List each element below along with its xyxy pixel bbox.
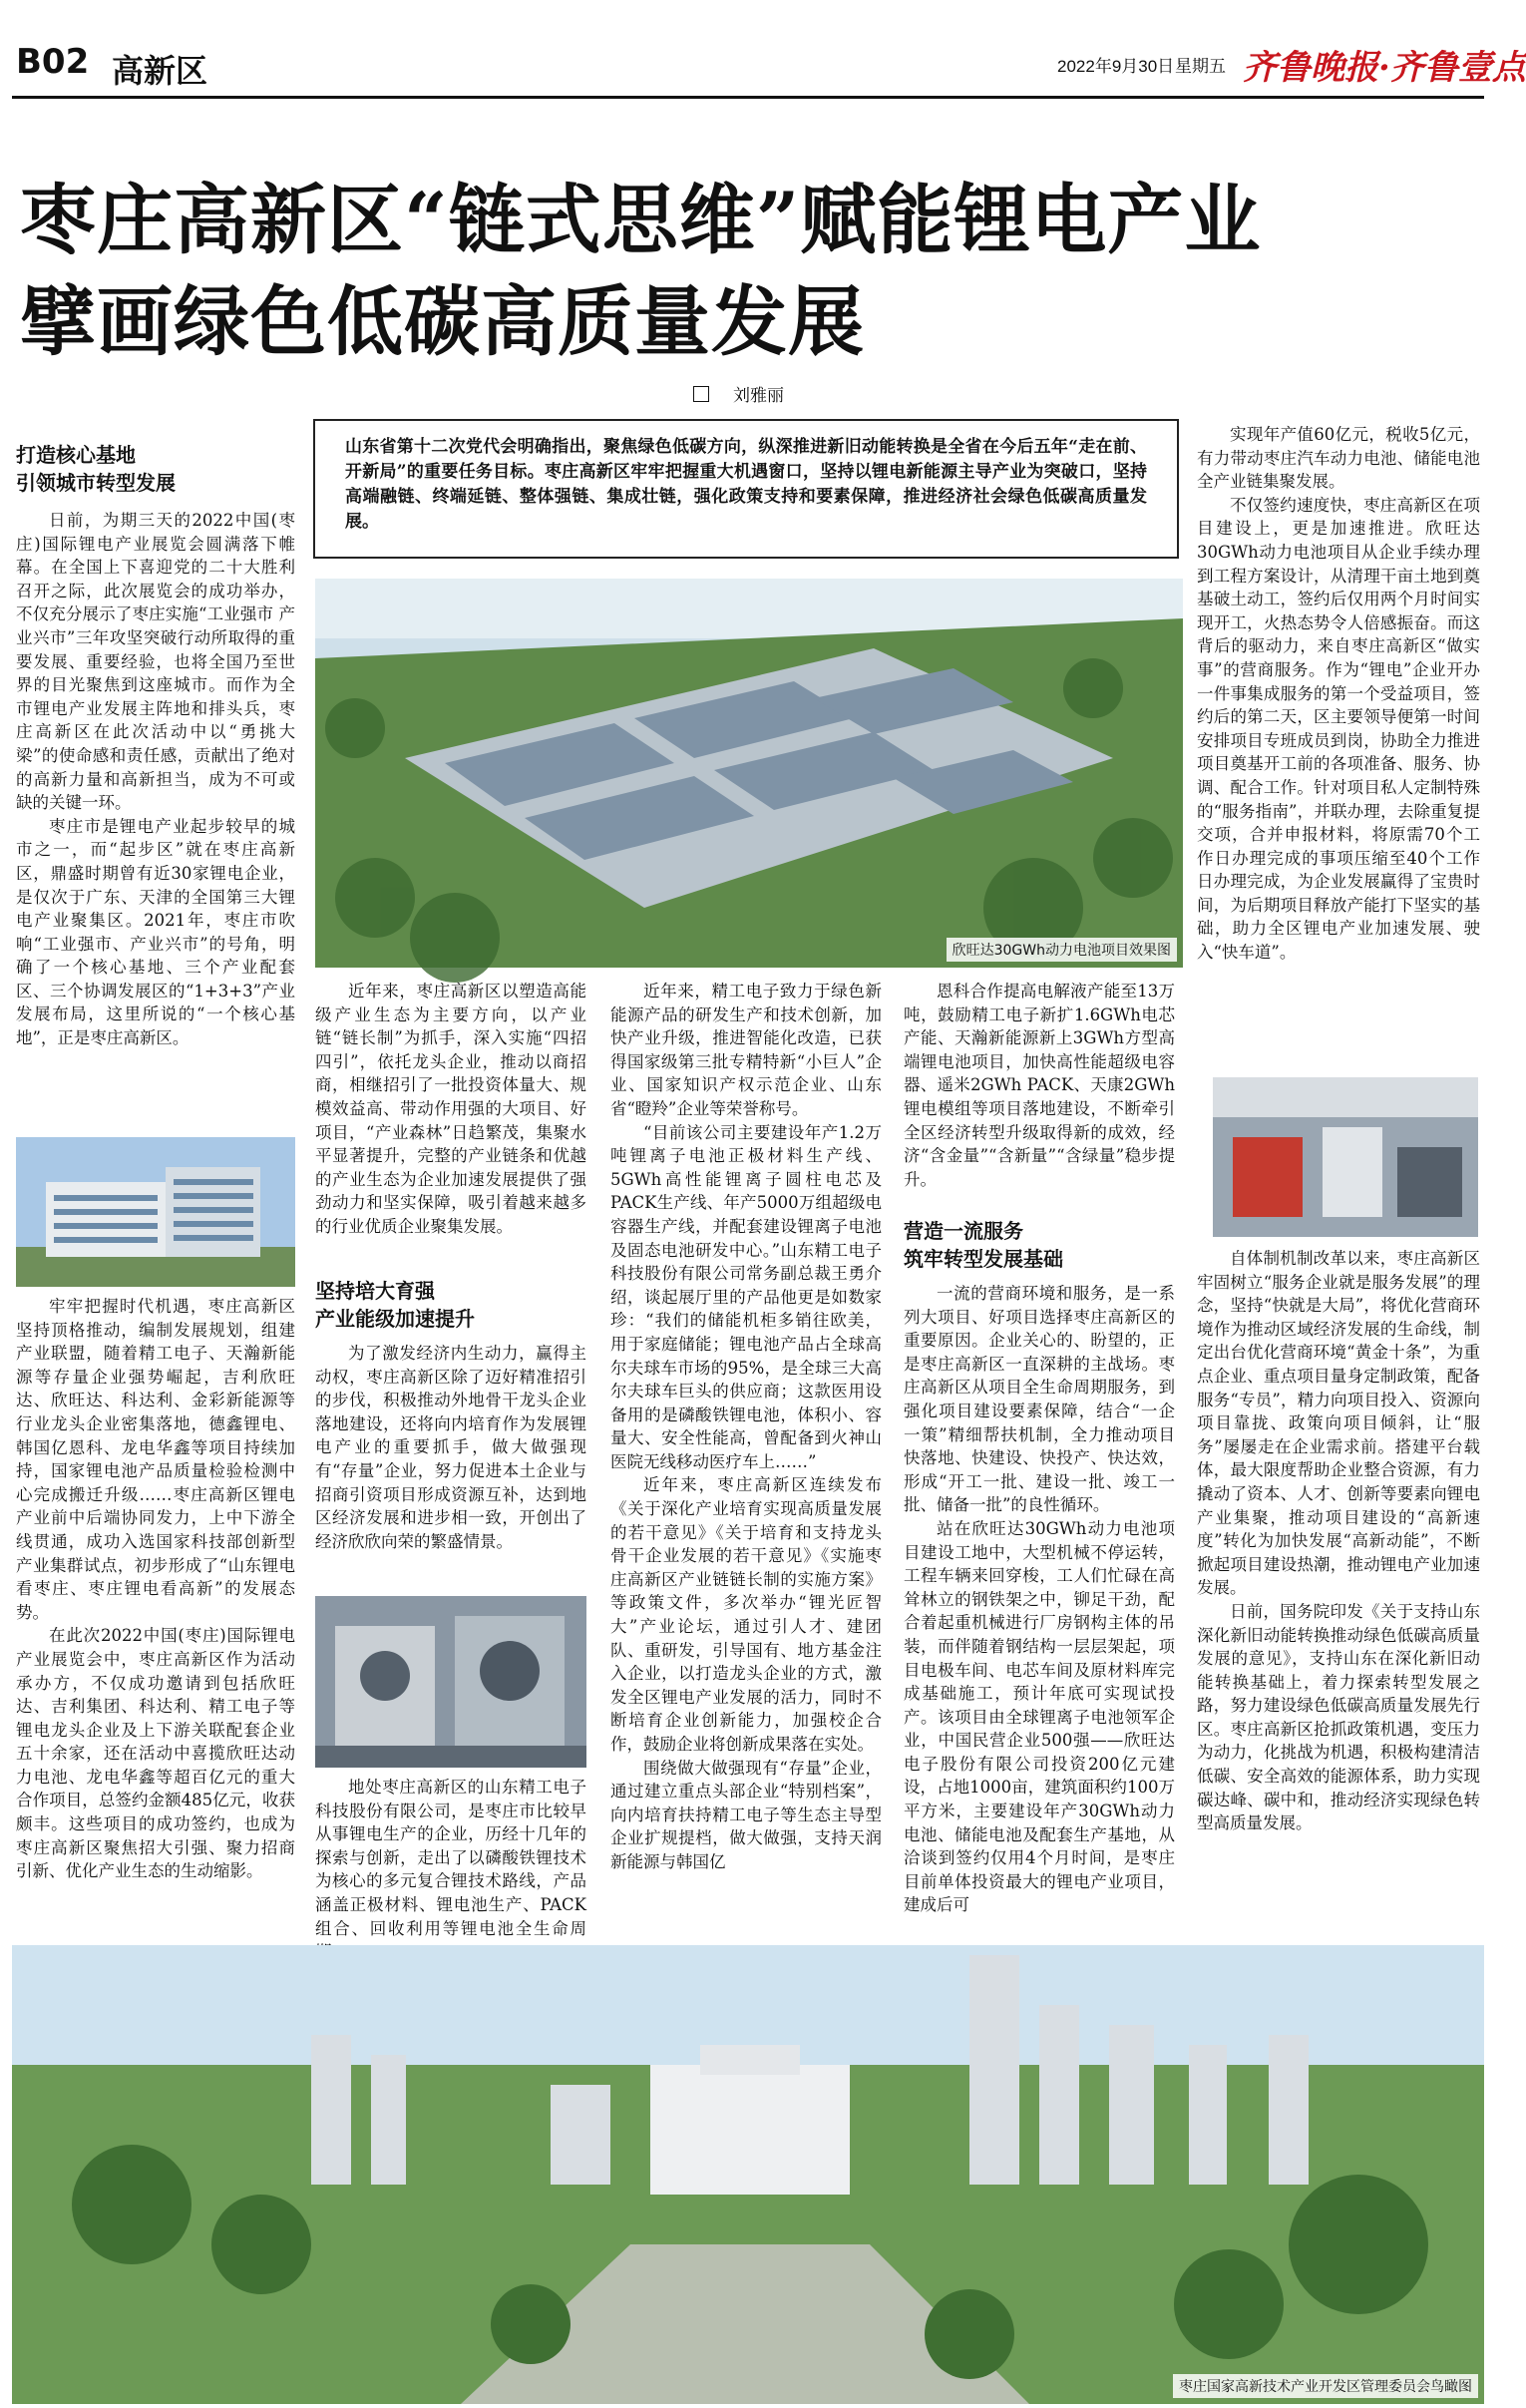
author: 刘雅丽 [733,386,784,406]
col1-subhead [16,441,295,497]
paragraph: 地处枣庄高新区的山东精工电子科技股份有限公司，是枣庄市比较早从事锂电生产的企业，历经十几年的探索与创新，走出了以磷酸铁锂技术为核心的多元复合锂技术路线，产品涵盖正极材料、锂电池生产、PACK组合、回收利用等锂电池全生命周 [315,1778,586,1938]
newspaper-logo: 齐鲁晚报·齐鲁壹点 [1243,48,1526,88]
paragraph: 站在欣旺达30GWh动力电池项目建设工地中，大型机械不停运转，工程车辆来回穿梭，工人们忙碌在高耸林立的钢铁架之中，铆足干劲，配合着起重机械进行厂房钢构主体的吊装，而伴随着钢结构一层层架起，项目电极车间、电芯车间及原材料库完成基础施工，预计年底可实现试投产。该项目由全球锂离子电池领军企业，中国民营企业500强——欣旺达电子股份有限公司投资200亿元建设，占地1000亩，建筑面积约100万平方米，主要建设年产30GWh动力电池、储能电池及配套生产基地，从洽谈到签约仅用4个月时间，是枣庄目前单体投资最大的锂电产业项目，建成后可 [904,1518,1175,1915]
col5-body-top [1197,423,1480,1071]
section-name: 高新区 [112,52,208,90]
paragraph: 不仅签约速度快，枣庄高新区在项目建设上，更是加速推进。欣旺达30GWh动力电池项目从企业手续办理到工程方案设计，从清理干亩土地到奠基破土动工，签约后仅用两个月时间实现开工，火热态势令人倍感振奋。而这背后的驱动力，来自枣庄高新区“做实事”的营商服务。作为“锂电”企业开办一件事集成服务的第一个受益项目，签约后的第二天，区主要领导便第一时间安排项目专班成员到岗，协助全力推进项目奠基开工前的各项准备、服务、协调、配合工作。针对项目私人定制特殊的“服务指南”，并联办理，去除重复提交项，合并申报材料，将原需70个工作日办理完成的事项压缩至40个工作日办理完成，为企业发展赢得了宝贵时间，为后期项目释放产能打下坚实的基础，助力全区锂电产业加速发展、驶入“快车道”。 [1197,495,1480,963]
paragraph: 围绕做大做强现有“存量”企业，通过建立重点头部企业“特别档案”，向内培育扶持精工电子等生态主导型企业扩规提档，做大做强，支持天润新能源与韩国亿 [610,1758,882,1871]
paragraph: 日前，国务院印发《关于支持山东深化新旧动能转换推动绿色低碳高质量发展的意见》，支持山东在深化新旧动能转换基础上，着力探索转型发展之路，努力建设绿色低碳高质量发展先行区。枣庄高新区抢抓政策机遇，变压力为动力，化挑战为机遇，积极构建清洁低碳、安全高效的能源体系，助力实现碳达峰、碳中和，推动经济实现绿色转型高质量发展。 [1197,1601,1480,1833]
col1-body-bottom [16,1295,295,1943]
page-number: B02 [16,42,90,82]
col2-body-bottom [315,1776,586,1938]
col2-body-top [315,980,586,1269]
intro-box: 山东省第十二次党代会明确指出，聚焦绿色低碳方向，纵深推进新旧动能转换是全省在今后五年“走在前、开新局”的重要任务目标。枣庄高新区牢牢把握重大机遇窗口，坚持以锂电新能源主导产业为突破口，坚持高端融链、终端延链、整体强链、集成壮链，强化政策支持和要素保障，推进经济社会绿色低碳高质量发展。 [313,419,1179,559]
col2-subhead [315,1277,586,1333]
paragraph: 牢牢把握时代机遇，枣庄高新区坚持顶格推动，编制发展规划，组建产业联盟，随着精工电子、天瀚新能源等存量企业强势崛起，吉利欣旺达、欣旺达、科达利、金彩新能源等行业龙头企业密集落地，德鑫锂电、韩国亿恩科、龙电华鑫等项目持续加持，国家锂电池产品质量检验检测中心完成搬迁升级……枣庄高新区锂电产业前中后端协同发力，上中下游全线贯通，成功入选国家科技部创新型产业集群试点，初步形成了“山东锂电看枣庄、枣庄锂电看高新”的发展态势。 [16,1297,295,1622]
subhead-line-1: 打造核心基地 [16,443,136,467]
byline [693,381,784,406]
paragraph: 枣庄市是锂电产业起步较早的城市之一，而“起步区”就在枣庄高新区，鼎盛时期曾有近30家锂电企业，是仅次于广东、天津的全国第三大锂电产业聚集区。2021年，枣庄市吹响“工业强市、产业兴市”的号角，明确了一个核心基地、三个产业配套区、三个协调发展区的“1+3+3”产业发展布局，这里所说的“一个核心基地”，正是枣庄高新区。 [16,816,295,1048]
paragraph: 近年来，精工电子致力于绿色新能源产品的研发生产和技术创新，加快产业升级，推进智能化改造，已获得国家级第三批专精特新“小巨人”企业、国家知识产权示范企业、山东省“瞪羚”企业等荣誉称号。 [610,982,882,1118]
aerial-image-caption: 枣庄国家高新技术产业开发区管理委员会鸟瞰图 [1173,2374,1478,2398]
paragraph: 近年来，枣庄高新区以塑造高能级产业生态为主要方向，以产业链“链长制”为抓手，深入实施“四招四引”，依托龙头企业，推动以商招商，相继招引了一批投资体量大、规模效益高、带动作用强的大项目、好项目，“产业森林”日趋繁茂，集聚水平显著提升，完整的产业链条和优越的产业生态为企业加速发展提供了强劲动力和坚实保障，吸引着越来越多的行业优质企业聚集发展。 [315,982,586,1236]
paragraph: “目前该公司主要建设年产1.2万吨锂离子电池正极材料生产线、5GWh高性能锂离子圆柱电芯及PACK生产线、年产5000万组超级电容器生产线，并配套建设锂离子电池及固态电池研发中心。”山东精工电子科技股份有限公司常务副总裁王勇介绍，谈起展厅里的产品他更是如数家珍：“我们的储能机柜多销往欧美，用于家庭储能；锂电池产品占全球高尔夫球车市场的95%，是全球三大高尔夫球车巨头的供应商；这款医用设备用的是磷酸铁锂电池，体积小、容量大、安全性能高，曾配备到火神山医院无线移动医疗车上……” [610,1122,882,1471]
subhead-line-2: 产业能级加速提升 [315,1307,475,1331]
paragraph: 为了激发经济内生动力，赢得主动权，枣庄高新区除了迈好精准招引的步伐，积极推动外地骨干龙头企业落地建设，还将向内培育作为发展锂电产业的重要抓手，做大做强现有“存量”企业，努力促进本土企业与招商引资项目形成资源互补，达到地区经济发展和进步相一致，开创出了经济欣欣向荣的繁盛情景。 [315,1344,586,1551]
issue-date: 2022年9月30日 [1057,57,1175,76]
paragraph: 自体制机制改革以来，枣庄高新区牢固树立“服务企业就是服务发展”的理念，坚持“快就是大局”，将优化营商环境作为推动区域经济发展的生命线，制定出台优化营商环境“黄金十条”，为重点企业、重点项目量身定制政策，配备服务“专员”，精力向项目投入、资源向项目靠拢、政策向项目倾斜，让“服务”屡屡走在企业需求前。搭建平台载体，最大限度帮助企业整合资源，有力撬动了资本、人才、创新等要素向锂电产业集聚，推动项目建设的“高新速度”转化为加快发展“高新动能”，不断掀起项目建设热潮，推动锂电产业加速发展。 [1197,1249,1480,1598]
plant-rendering-image [315,579,1183,968]
factory-machine-photo [315,1596,586,1768]
col4-body-top [904,980,1175,1209]
aerial-view-image [12,1945,1484,2404]
paragraph: 实现年产值60亿元，税收5亿元，有力带动枣庄汽车动力电池、储能电池全产业链集聚发展。 [1197,425,1480,492]
col2-body-mid [315,1342,586,1591]
production-line-photo [1213,1077,1478,1237]
col4-body-bottom [904,1282,1175,1940]
subhead-line-2: 引领城市转型发展 [16,471,176,495]
col3-body [610,980,882,1939]
paragraph: 日前，为期三天的2022中国(枣庄)国际锂电产业展览会圆满落下帷幕。在全国上下喜迎党的二十大胜利召开之际，此次展览会的成功举办，不仅充分展示了枣庄实施“工业强市 产业兴市”三年攻坚突破行动所取得的重要发展、重要经验，也将全国乃至世界的目光聚焦到这座城市。而作为全市锂电产业发展主阵地和排头兵，枣庄高新区在此次活动中以“勇挑大梁”的使命感和责任感，贡献出了绝对的高新力量和高新担当，成为不可或缺的关键一环。 [16,511,295,813]
paragraph: 恩科合作提高电解液产能至13万吨，鼓励精工电子新扩1.6GWh电芯产能、天瀚新能源新上3GWh方型高端锂电池项目，加快高性能超级电容器、遥米2GWh PACK、天康2GWh锂电模组等项目落地建设，不断牵引全区经济转型升级取得新的成效，经济“含金量”“含新量”“含绿量”稳步提升。 [904,982,1175,1189]
subhead-line-1: 营造一流服务 [904,1219,1023,1243]
issue-weekday: 星期五 [1175,57,1226,77]
plant-image-caption: 欣旺达30GWh动力电池项目效果图 [947,938,1177,962]
header-rule [12,96,1484,99]
headline-line-1: 枣庄高新区“链式思维”赋能锂电产业 [20,176,1262,264]
square-icon [693,386,709,402]
subhead-line-1: 坚持培大育强 [315,1279,435,1303]
paragraph: 在此次2022中国(枣庄)国际锂电产业展览会中，枣庄高新区作为活动承办方，不仅成功邀请到包括欣旺达、吉利集团、科达利、精工电子等锂电龙头企业及上下游关联配套企业五十余家，还在活动中喜揽欣旺达动力电池、龙电华鑫等超百亿元的重大合作项目，总签约金额485亿元，收获颇丰。这些项目的成功签约，也成为枣庄高新区聚焦招大引强、聚力招商引新、优化产业生态的生动缩影。 [16,1626,295,1881]
col4-subhead [904,1217,1175,1273]
headline-line-2: 擘画绿色低碳高质量发展 [20,277,865,366]
paragraph: 一流的营商环境和服务，是一系列大项目、好项目选择枣庄高新区的重要原因。企业关心的、盼望的，正是枣庄高新区一直深耕的主战场。枣庄高新区从项目全生命周期服务，到强化项目建设要素保障，结合“一企一策”精细帮扶机制，全力推动项目快落地、快建设、快投产、快达效，形成“开工一批、建设一批、竣工一批、储备一批”的良性循环。 [904,1284,1175,1515]
office-building-photo [16,1137,295,1287]
subhead-line-2: 筑牢转型发展基础 [904,1247,1063,1271]
col1-body-top [16,509,295,1137]
col5-body-bottom [1197,1247,1480,1935]
paragraph: 近年来，枣庄高新区连续发布《关于深化产业培育实现高质量发展的若干意见》《关于培育和支持龙头骨干企业发展的若干意见》《实施枣庄高新区产业链链长制的实施方案》等政策文件，多次举办“锂光匠智大”产业论坛，通过引人才、建团队、重研发，引导国有、地方基金注入企业，以打造龙头企业的方式，激发全区锂电产业发展的活力，同时不断培育企业创新能力，加强校企合作，鼓励企业将创新成果落在实处。 [610,1475,882,1754]
